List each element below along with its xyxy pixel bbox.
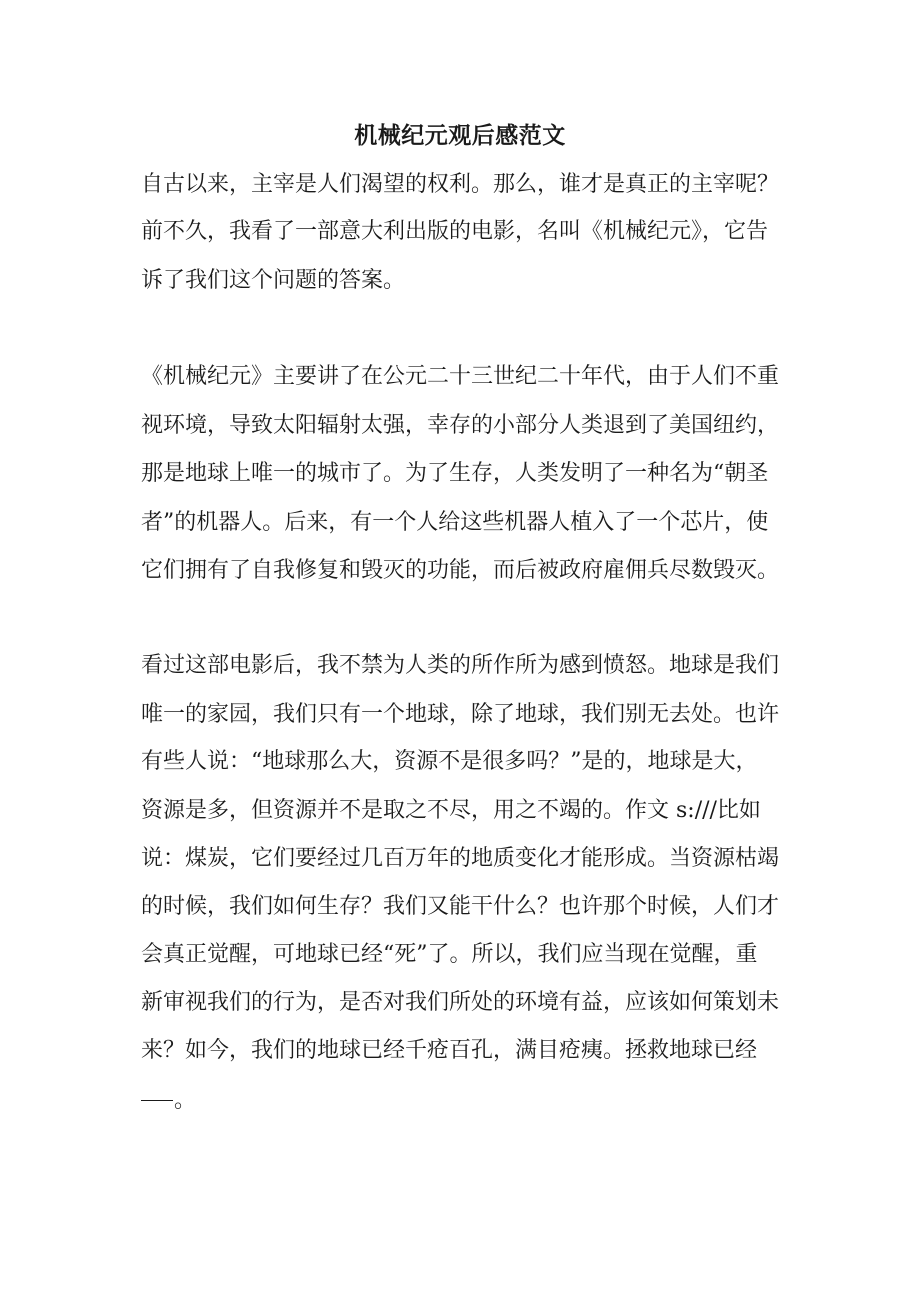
paragraph-3-line-4: 资源是多，但资源并不是取之不尽，用之不竭的。作文 s:///比如 bbox=[141, 798, 761, 823]
paragraph-3-line-2: 唯一的家园，我们只有一个地球，除了地球，我们别无去处。也许 bbox=[141, 702, 780, 727]
paragraph-2-line-1: 《机械纪元》主要讲了在公元二十三世纪二十年代，由于人们不重 bbox=[141, 364, 780, 389]
paragraph-1-line-3: 诉了我们这个问题的答案。 bbox=[141, 268, 406, 293]
paragraph-3-line-9: 来？如今，我们的地球已经千疮百孔，满目疮痍。拯救地球已经 bbox=[141, 1038, 758, 1063]
paragraph-1-line-1: 自古以来，主宰是人们渴望的权利。那么，谁才是真正的主宰呢？ bbox=[141, 172, 780, 197]
paragraph-2-line-5: 它们拥有了自我修复和毁灭的功能，而后被政府雇佣兵尽数毁灭。 bbox=[141, 558, 780, 583]
paragraph-2-line-2: 视环境，导致太阳辐射太强，幸存的小部分人类退到了美国纽约， bbox=[141, 413, 780, 438]
paragraph-3-line-5: 说：煤炭，它们要经过几百万年的地质变化才能形成。当资源枯竭 bbox=[141, 846, 780, 871]
paragraph-3-line-6: 的时候，我们如何生存？我们又能干什么？也许那个时候，人们才 bbox=[141, 894, 780, 919]
paragraph-3-line-3: 有些人说：“地球那么大，资源不是很多吗？”是的，地球是大， bbox=[141, 749, 758, 774]
paragraph-3-line-7: 会真正觉醒，可地球已经“死”了。所以，我们应当现在觉醒，重 bbox=[141, 942, 758, 967]
paragraph-2-line-4: 者”的机器人。后来，有一个人给这些机器人植入了一个芯片，使 bbox=[141, 510, 769, 535]
paragraph-3-line-1: 看过这部电影后，我不禁为人类的所作所为感到愤怒。地球是我们 bbox=[141, 653, 780, 678]
paragraph-2-line-3: 那是地球上唯一的城市了。为了生存，人类发明了一种名为“朝圣 bbox=[141, 461, 769, 486]
paragraph-3-line-8: 新审视我们的行为，是否对我们所处的环境有益，应该如何策划未 bbox=[141, 990, 780, 1015]
final-punctuation: 。 bbox=[174, 1088, 197, 1113]
paragraph-3-final-line bbox=[141, 1086, 196, 1116]
paragraph-1-line-2: 前不久，我看了一部意大利出版的电影，名叫《机械纪元》，它告 bbox=[141, 219, 769, 244]
fill-in-blank bbox=[141, 1099, 173, 1101]
document-title: 机械纪元观后感范文 bbox=[354, 122, 566, 149]
